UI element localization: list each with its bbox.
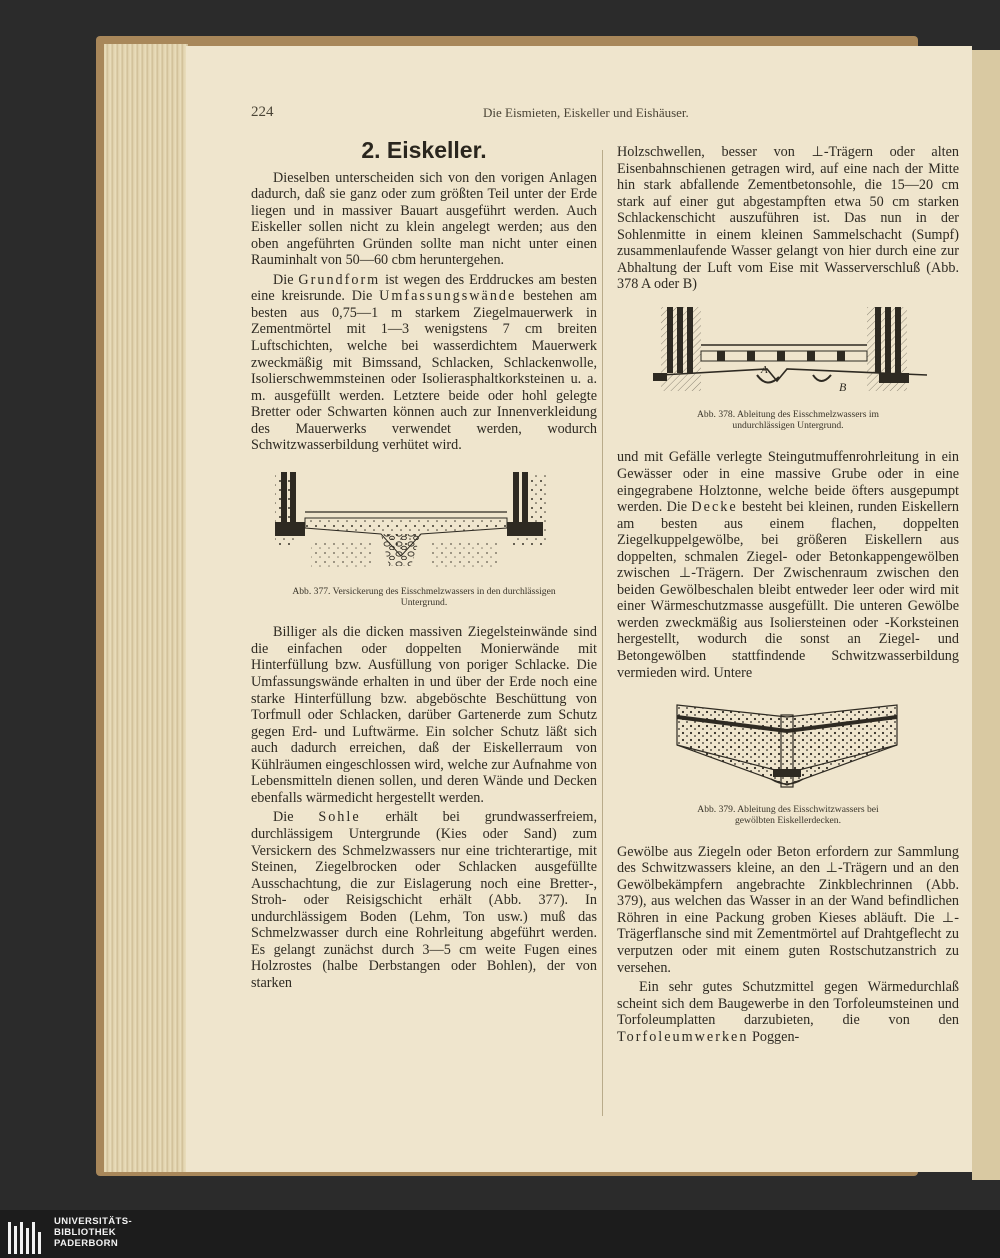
figure-378-label-b: B: [839, 379, 847, 394]
library-line: BIBLIOTHEK: [54, 1227, 117, 1238]
column-divider: [602, 150, 603, 1116]
book-page: [186, 46, 972, 1172]
library-line: PADERBORN: [54, 1238, 119, 1249]
figure-377-caption: Abb. 377. Versickerung des Eisschmelzwassers in den durchlässigen Untergrund.: [292, 586, 556, 609]
figure-377-drawing: [251, 470, 597, 578]
paragraph: Dieselben unterscheiden sich von den vorigen Anlagen dadurch, daß sie ganz oder zum größten Teil unter der Erde liegen und in massiver Bauart ausgeführt werden. Auch Eiskeller sollen nicht zu klein angelegt werden; aus den oben angeführten Gründen sollte man nicht unter einen Rauminhalt von 50—60 cbm heruntergehen.: [251, 169, 597, 269]
spaced-term: Decke: [691, 499, 738, 516]
next-page-edge: [972, 50, 1000, 1180]
paragraph: Holzschwellen, besser von ⊥-Trägern oder alten Eisenbahnschienen getragen wird, auf eine nach der Mitte hin stark abfallende Zementbetonsohle, die 15—20 cm stark auf einer gut abgestampften etwa 50 cm starken Schlackenschicht auszuführen ist. Das nun in der Sohlenmitte in einem kleinen Sammelschacht (Sumpf) zusammenlaufende Wasser gelangt von hier durch eine zur Abhaltung der Luft vom Eise mit Wasserverschluß (Abb. 378 A oder B): [617, 144, 959, 293]
library-logo-icon: [6, 1216, 46, 1256]
figure-379-caption: Abb. 379. Ableitung des Eisschwitzwassers bei gewölbten Eiskellerdecken.: [697, 803, 879, 826]
library-name: [54, 1216, 132, 1249]
figure-378-drawing: [617, 303, 959, 403]
paragraph: Die Grundform ist wegen des Erddruckes am besten eine kreisrunde. Die Umfassungswände bestehen am besten aus 0,75—1 m starkem Ziegelmauerwerk in Zementmörtel mit 1—3 wenigstens 7 cm breiten Luftschichten, welche bei wasserdichtem Mauerwerk zweckmäßig mit Bimssand, Schlacken, Schlackenwolle, Isolierschwemmsteinen oder Isolierasphaltkorksteinen u. a. m. ausgefüllt werden. Letztere beide oder hohl gelegte Bretter oder Schwarten können auch zur Innenverkleidung des Mauerwerks verwendet werden, wodurch Schwitzwasserbildung verhütet wird.: [251, 271, 597, 454]
spaced-term: Sohle: [318, 809, 361, 826]
figure-379: [617, 703, 959, 826]
page-edges: [104, 44, 188, 1172]
paragraph: Billiger als die dicken massiven Ziegelsteinwände sind die einfachen oder doppelten Monierwände mit Hinterfüllung bzw. Ausfüllung von poriger Schlacke. Die Umfassungswände erhalten in und über der Erde noch eine starke Hinterfüllung bzw. abgeböschte Beschüttung von Torfmull oder Schlacken, darüber Gartenerde zum Schutz gegen Erd- und Luftwärme. Ein solcher Schutz läßt sich auch dadurch erreichen, daß der Eiskellerraum von Kühlräumen eingeschlossen wird, welche zur Aufnahme von Lebensmitteln dienen sollen, und deren Wände und Decken ebenfalls wärmedicht hergestellt werden.: [251, 624, 597, 806]
paragraph: Die Sohle erhält bei grundwasserfreiem, durchlässigem Untergrunde (Kies oder Sand) zum Versickern des Schmelzwassers nur eine trichterartige, mit Steinen, Ziegelbrocken oder Schlacken ausgefüllte Ausschachtung, die zur Eislagerung noch eine Bretter-, Stroh- oder Reisigschicht erhält (Abb. 377). In undurchlässigem Boden (Lehm, Ton usw.) muß das Schmelzwasser durch eine Rohrleitung abgeführt werden. Es gelangt zunächst durch 3—5 cm weite Fugen eines Holzrostes (halbe Derbstangen oder Bohlen), der von starken: [251, 809, 597, 991]
paragraph: Ein sehr gutes Schutzmittel gegen Wärmedurchlaß scheint sich dem Baugewerbe in den Torfoleumsteinen und Torfoleumplatten darzubieten, die von den Torfoleumwerken Poggen-: [617, 979, 959, 1045]
paragraph: und mit Gefälle verlegte Steingutmuffenrohrleitung in ein Gewässer oder in eine massive Grube oder in eine eingegrabene Holztonne, welche beide öfters ausgepumpt werden. Die Decke besteht bei kleinen, runden Eiskellern am besten aus einem flachen, doppelten Ziegelkuppelgewölbe, bei größeren Eiskellern aus doppelten, schmalen Ziegel- oder Betonkappengewölben zwischen ⊥-Trägern. Der Zwischenraum zwischen den beiden Gewölbeschalen bleibt entweder leer oder wird mit einer Wärmeschutzmasse ausgefüllt. Die unteren Gewölbe werden zweckmäßig aus Isoliersteinen oder -Korksteinen hergestellt, wodurch die sonst an Ziegel- und Betongewölben stattfindende Schwitzwasserbildung vermieden wird. Untere: [617, 449, 959, 681]
figure-378: [617, 303, 959, 432]
page-number: 224: [251, 104, 274, 120]
spaced-term: Grundform: [298, 271, 381, 288]
section-title: 2. Eiskeller.: [361, 137, 487, 163]
figure-377: [251, 470, 597, 609]
paragraph: Gewölbe aus Ziegeln oder Beton erfordern zur Sammlung des Schwitzwassers kleine, an den ⊥-Trägern und an den Gewölbekämpfern angebrachte Zinkblechrinnen (Abb. 379), aus welchen das Wasser in an der Wand befindlichen Röhren in eine Packung groben Kieses abläuft. Die ⊥-Trägerflansche sind mit Zementmörtel auf Drahtgeflecht zu verputzen oder mit einem guten Rostschutzanstrich zu versehen.: [617, 843, 959, 976]
figure-378-caption: Abb. 378. Ableitung des Eisschmelzwassers im undurchlässigen Untergrund.: [697, 409, 879, 432]
figure-378-label-a: A: [761, 363, 768, 376]
running-title: Die Eismieten, Eiskeller und Eishäuser.: [483, 105, 689, 120]
spaced-term: Torfoleumwerken: [617, 1028, 749, 1045]
right-column: [617, 144, 959, 1045]
spaced-term: Umfassungswände: [379, 288, 517, 305]
library-footer: [0, 1210, 1000, 1258]
left-column: [251, 137, 597, 991]
figure-379-drawing: [617, 703, 959, 795]
library-line: UNIVERSITÄTS-: [54, 1216, 133, 1227]
